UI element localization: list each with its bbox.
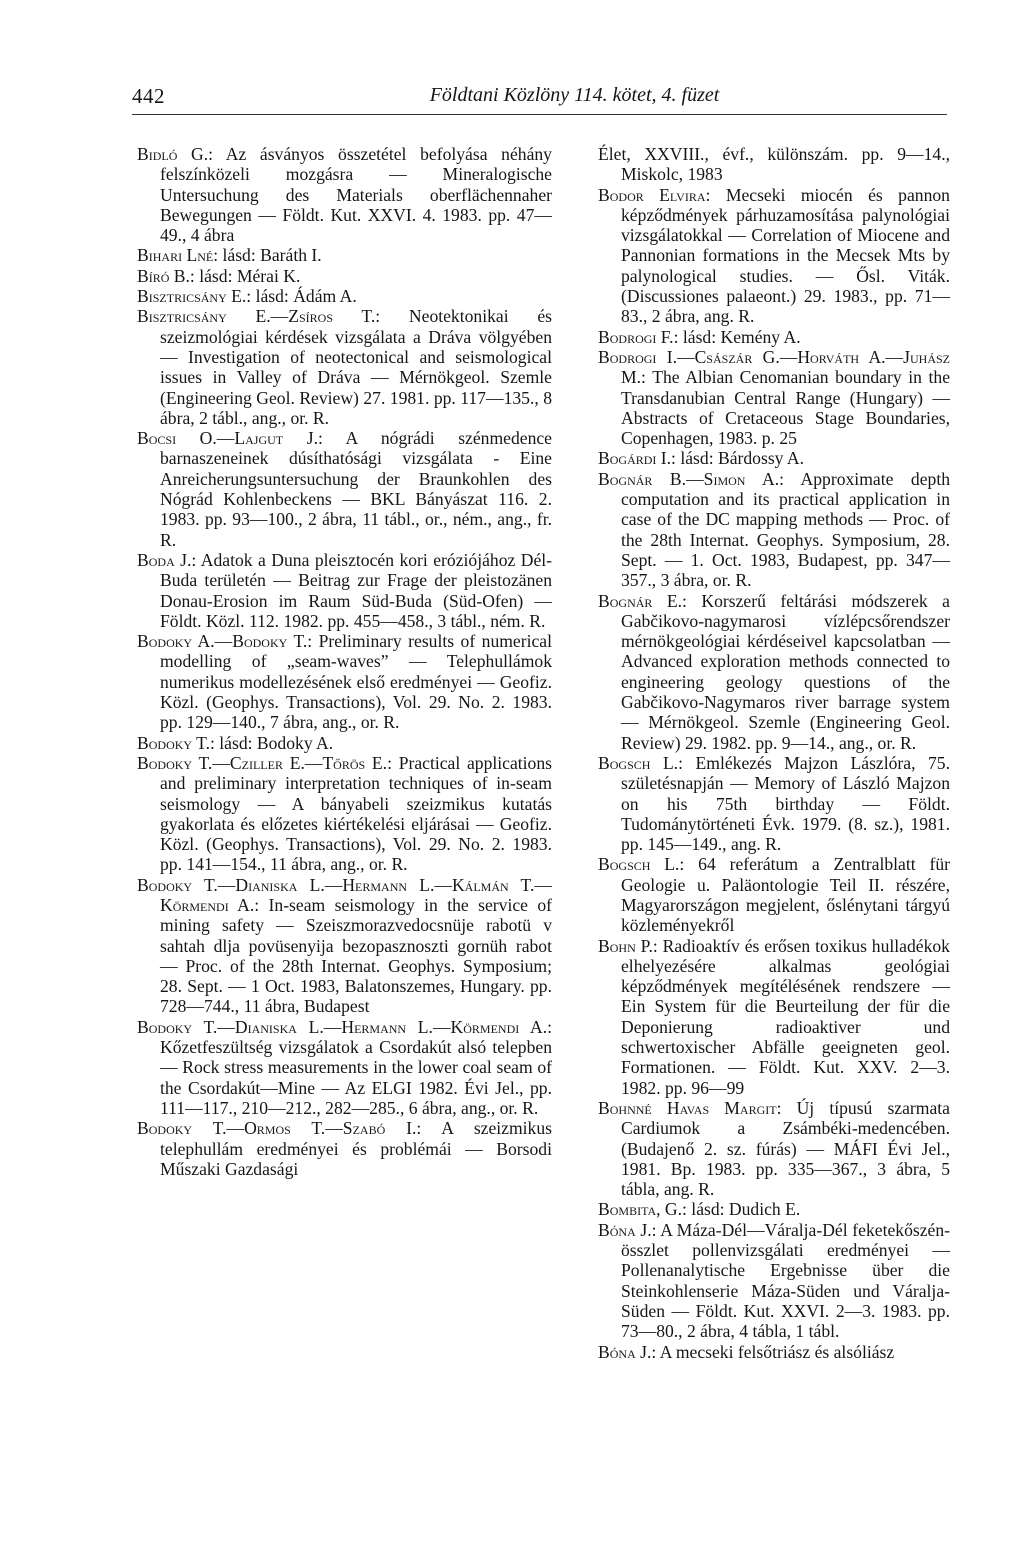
bibliography-entry [598, 1098, 950, 1199]
entry-author: Bohnné Havas Margit: [598, 1097, 782, 1118]
entry-author: Bocsi O.—Lajgut J.: [137, 428, 323, 449]
entry-text: A mecseki felsőtriász és alsóliász [656, 1341, 895, 1362]
entry-author: Bíró B.: [137, 265, 195, 286]
bibliography-entry [137, 1017, 552, 1118]
entry-author: Bodoky T.—Ormos T.—Szabó I.: [137, 1118, 422, 1139]
entry-text: lásd: Ádám A. [251, 286, 357, 307]
entry-author: Bóna J.: [598, 1341, 657, 1362]
entry-text: lásd: Bodoky A. [214, 732, 334, 753]
entry-author: Bombita, G.: [598, 1199, 687, 1220]
entry-author: Bodrogi F.: [598, 326, 679, 347]
entry-text: The Albian Cenomanian boundary in the Transdanubian Central Range (Hungary) — Abstracts of Cretaceous Stage Boundaries, Copenhagen, 1983. p. 25 [621, 367, 950, 449]
entry-author: Bóna J.: [598, 1219, 657, 1240]
entry-text: Korszerű feltárási módszerek a Gabčikovo-nagymarosi vízlépcsőrendszer mérnökgeológiai kérdéseivel kapcsolatban — Advanced exploration methods connected to engineering geology questions of the Gabčikovo-Nagymaros river barrage system — Mérnökgeol. Szemle (Engineering Geol. Review) 29. 1982. pp. 9—14., ang., or. R. [621, 590, 950, 753]
entry-text: Emlékezés Majzon Lászlóra, 75. születésnapján — Memory of László Majzon on his 75th birthday — Földt. Tudománytörténeti Évk. 1979. (8. sz.), 1981. pp. 145—149., ang. R. [621, 752, 951, 855]
bibliography-entry [137, 286, 552, 306]
entry-text: A Máza-Dél—Váralja-Dél feketekőszén-összlet pollenvizsgálati eredményei — Pollenanalytische Ergebnisse über die Steinkohlenserie Máza-Süden und Váralja-Süden — Földt. Kut. XXVI. 2—3. 1983. pp. 73—80., 2 ábra, 4 tábla, 1 tábl. [621, 1219, 950, 1342]
entry-text: lásd: Kemény A. [678, 326, 801, 347]
entry-author: Bogárdi I.: [598, 448, 676, 469]
entry-author: Bodor Elvira: [598, 184, 711, 205]
entry-author: Boda J.: [137, 549, 197, 570]
entry-author: Bodoky T.—Cziller E.—Tőrös E.: [137, 752, 392, 773]
entry-text: In-seam seismology in the service of mining safety — Szeiszmorazvedocsnüje rabotü v sahtah dlja povüsenyija bezopasznoszti gornüh rabot — Proc. of the 28th Internat. Geophys. Symposium; 28. Sept. — 1 Oct. 1983, Balatonszemes, Hungary. pp. 728—744., 11 ábra, Budapest [160, 894, 553, 1017]
entry-author: Bodoky T.: [137, 732, 215, 753]
entry-text: Élet, XXVIII., évf., különszám. pp. 9—14., Miskolc, 1983 [598, 144, 950, 185]
journal-title: Földtani Közlöny 114. kötet, 4. füzet [429, 84, 720, 106]
entry-text: Mecseki miocén és pannon képződmények párhuzamosítása palynológiai vizsgálatokkal — Correlation of Miocene and Pannonian formations in the Mecsek Mts by palynological studies. — Ősl. Viták. (Discussiones palaeont.) 29. 1983., pp. 71—83., 2 ábra, ang. R. [621, 184, 950, 327]
bibliography-entry [598, 1220, 950, 1342]
left-column [137, 144, 552, 1179]
entry-text: A nógrádi szénmedence barnaszeneinek dúsíthatósági vizsgálata - Eine Anreicherungsuntersuchung der Braunkohlen des Nógrád Kohlenbeckens — BKL Bányászat 116. 2. 1983. pp. 93—100., 2 ábra, 11 tábl., or., ném., ang., fr. R. [160, 428, 552, 550]
bibliography-entry [598, 591, 950, 753]
bibliography-entry [137, 1118, 552, 1179]
bibliography-entry [598, 347, 950, 448]
bibliography-entry [137, 875, 552, 1017]
entry-text: Approximate depth computation and its practical application in case of the DC mapping methods — Proc. of the 28th Internat. Geophys. Symposium, 28. Sept. — 1. Oct. 1983, Budapest, pp. 347—357., 3 ábra, or. R. [621, 468, 951, 591]
bibliography-entry [137, 631, 552, 732]
entry-text: Preliminary results of numerical modelling of „seam-waves” — Telephullámok numerikus modellezésének első eredményei — Geofiz. Közl. (Geophys. Transactions), Vol. 29. No. 2. 1983. pp. 129—140., 7 ábra, ang., or. R. [160, 631, 552, 733]
entry-author: Bognár E.: [598, 590, 687, 611]
entry-text: A szeizmikus telephullám eredményei és problémái — Borsodi Műszaki Gazdasági [160, 1118, 552, 1179]
entry-author: Bihari Lné: [137, 245, 219, 266]
page-number: 442 [132, 84, 165, 108]
entry-text: lásd: Bárdossy A. [675, 448, 804, 469]
entry-author: Bodoky A.—Bodoky T.: [137, 631, 313, 652]
bibliography-entry [598, 327, 950, 347]
bibliography-entry [598, 448, 950, 468]
bibliography-entry [137, 753, 552, 875]
entry-text: lásd: Mérai K. [194, 265, 301, 286]
entry-text: Kőzetfeszültség vizsgálatok a Csordakút alsó telepben — Rock stress measurements in the lower coal seam of the Csordakút—Mine — Az ELGI 1982. Évi Jel., pp. 111—117., 210—212., 282—285., 6 ábra, ang., or. R. [160, 1037, 552, 1118]
bibliography-entry [598, 144, 950, 185]
entry-author: Bisztricsány E.: [137, 286, 252, 307]
bibliography-entry [137, 428, 552, 550]
bibliography-entry [137, 733, 552, 753]
bibliography-entry [598, 753, 950, 854]
entry-text: 64 referátum a Zentralblatt für Geologie u. Paläontologie Teil II. részére, Magyarországon megjelent, őslénytani tárgyú közleményekről [621, 854, 950, 936]
bibliography-entry [598, 185, 950, 327]
entry-text: Az ásványos összetétel befolyása néhány felszínközeli mozgásra — Mineralogische Untersuchung des Materials oberflächennaher Bewegungen — Földt. Kut. XXVI. 4. 1983. pp. 47—49., 4 ábra [160, 144, 552, 246]
bibliography-entry [598, 1342, 950, 1362]
right-column [598, 144, 950, 1362]
entry-text: Neotektonikai és szeizmológiai kérdések vizsgálata a Dráva völgyében — Investigation of neotectonical and seismological issues in Valley of Dráva — Mérnökgeol. Szemle (Engineering Geol. Review) 27. 1981. pp. 117—135., 8 ábra, 2 tábl., ang., or. R. [160, 306, 553, 428]
bibliography-entry [137, 550, 552, 631]
entry-author: Bodrogi I.—Császár G.—Horváth A.—Juhász M.: [598, 346, 950, 388]
header-rule [132, 114, 947, 115]
entry-text: lásd: Dudich E. [686, 1199, 801, 1220]
entry-author: Bisztricsány E.—Zsíros T.: [137, 306, 381, 327]
bibliography-entry [598, 1199, 950, 1219]
bibliography-entry [137, 306, 552, 428]
bibliography-entry [598, 469, 950, 591]
entry-text: Practical applications and preliminary interpretation techniques of in-seam seismology — A bányabeli szeizmikus kutatás gyakorlata és előzetes kiértékelési eljárásai — Geofiz. Közl. (Geophys. Transactions), Vol. 29. No. 2. 1983. pp. 141—154., 11 ábra, ang., or. R. [160, 752, 552, 875]
page-header [132, 84, 947, 112]
entry-author: Bodoky T.—Dianiska L.—Hermann L.—Kálmán T.—Körmendi A.: [137, 874, 552, 915]
bibliography-entry [137, 245, 552, 265]
bibliography-entry [137, 144, 552, 245]
bibliography-entry [137, 266, 552, 286]
entry-author: Bognár B.—Simon A.: [598, 468, 784, 489]
entry-author: Bodoky T.—Dianiska L.—Hermann L.—Körmendi A.: [137, 1016, 552, 1037]
entry-author: Bohn P.: [598, 935, 658, 956]
entry-author: Bogsch L.: [598, 854, 685, 875]
entry-author: Bidló G.: [137, 144, 214, 164]
entry-text: Adatok a Duna pleisztocén kori eróziójához Dél-Buda területén — Beitrag zur Frage der pleistozänen Donau-Erosion im Raum Süd-Buda (Süd-Ofen) — Földt. Közl. 112. 1982. pp. 455—458., 3 tábl., ném. R. [160, 549, 553, 631]
entry-text: Új típusú szarmata Cardiumok a Zsámbéki-medencében. (Budajenő 2. sz. fúrás) — MÁFI Évi Jel., 1981. Bp. 1983. pp. 335—367., 3 ábra, 5 tábla, ang. R. [621, 1097, 950, 1200]
entry-text: Radioaktív és erősen toxikus hulladékok elhelyezésére alkalmas geológiai képződmények megítélésének rendszere — Ein System für die Beurteilung der für die Deponierung radioaktiver und schwertoxischer Abfälle geeigneten geol. Formationen. — Földt. Kut. XXV. 2—3. 1982. pp. 96—99 [621, 935, 950, 1098]
bibliography-entry [598, 936, 950, 1098]
entry-text: lásd: Baráth I. [218, 245, 322, 266]
entry-author: Bogsch L.: [598, 752, 683, 773]
bibliography-entry [598, 854, 950, 935]
